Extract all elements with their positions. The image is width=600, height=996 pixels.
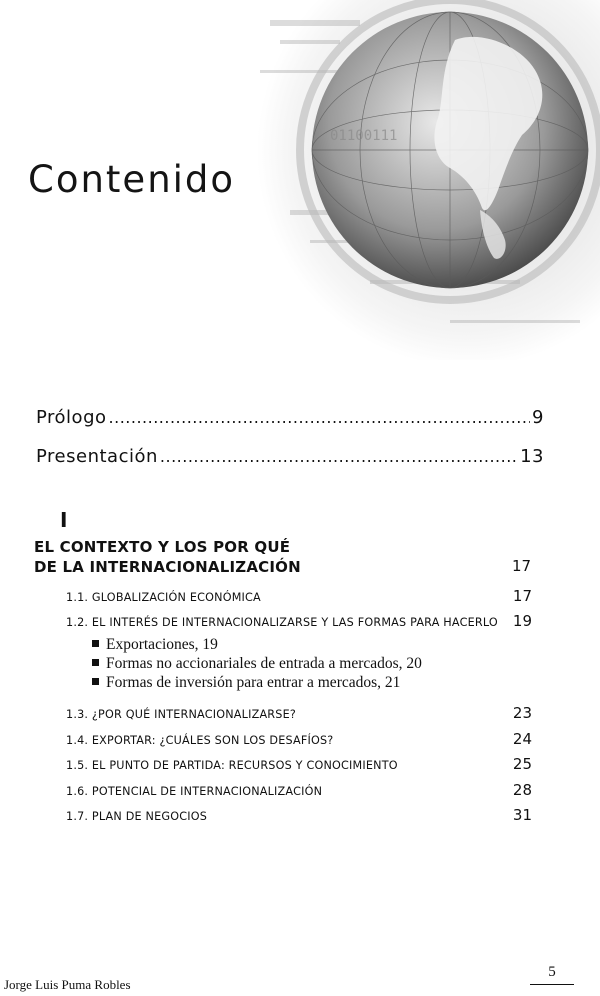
footer-author: Jorge Luis Puma Robles (4, 977, 131, 992)
toc-entry-presentacion[interactable] (36, 446, 544, 467)
toc-section-1-4[interactable] (66, 730, 532, 748)
dot-leader (109, 408, 531, 427)
square-bullet-icon (92, 678, 99, 685)
part-title[interactable] (34, 537, 454, 577)
section-label: 1.4. EXPORTAR: ¿CUÁLES SON LOS DESAFÍOS? (66, 734, 334, 747)
section-label: 1.7. PLAN DE NEGOCIOS (66, 810, 208, 823)
part-title-line-2: DE LA INTERNACIONALIZACIÓN (34, 558, 301, 576)
dot-leader (160, 447, 518, 466)
subsection-list (92, 635, 422, 692)
section-label: 1.6. POTENCIAL DE INTERNACIONALIZACIÓN (66, 785, 323, 798)
square-bullet-icon (92, 640, 99, 647)
toc-section-1-3[interactable] (66, 704, 532, 722)
section-page: 25 (512, 755, 532, 773)
section-page: 23 (512, 704, 532, 722)
section-page: 31 (512, 806, 532, 824)
toc-section-1-7[interactable] (66, 806, 532, 824)
svg-text:01100111: 01100111 (330, 128, 398, 144)
toc-section-1-5[interactable] (66, 755, 532, 773)
toc-section-1-6[interactable] (66, 781, 532, 799)
section-page: 17 (512, 587, 532, 605)
subsection-item[interactable] (92, 635, 422, 654)
toc-entry-prologo[interactable] (36, 407, 544, 428)
subsection-label: Formas no accionariales de entrada a mercados, 20 (106, 655, 422, 672)
section-label: 1.5. EL PUNTO DE PARTIDA: RECURSOS Y CONOCIMIENTO (66, 759, 398, 772)
toc-entry-page: 13 (520, 446, 544, 467)
section-page: 24 (512, 730, 532, 748)
section-page: 19 (512, 612, 532, 630)
section-label: 1.2. EL INTERÉS DE INTERNACIONALIZARSE Y LAS FORMAS PARA HACERLO (66, 616, 498, 629)
subsection-item[interactable] (92, 654, 422, 673)
toc-section-1-1[interactable] (66, 587, 532, 605)
part-title-line-1: EL CONTEXTO Y LOS POR QUÉ (34, 538, 291, 556)
section-page: 28 (512, 781, 532, 799)
subsection-item[interactable] (92, 673, 422, 692)
part-page: 17 (512, 557, 532, 575)
footer-page-number: 5 (530, 964, 574, 985)
toc-section-1-2[interactable] (66, 612, 532, 630)
subsection-label: Exportaciones, 19 (106, 636, 218, 653)
page-title: Contenido (28, 158, 236, 201)
subsection-label: Formas de inversión para entrar a mercados, 21 (106, 674, 401, 691)
part-number: I (60, 508, 68, 532)
toc-entry-label: Presentación (36, 446, 158, 467)
globe-illustration (250, 0, 600, 360)
square-bullet-icon (92, 659, 99, 666)
section-label: 1.3. ¿POR QUÉ INTERNACIONALIZARSE? (66, 708, 296, 721)
toc-entry-label: Prólogo (36, 407, 107, 428)
section-label: 1.1. GLOBALIZACIÓN ECONÓMICA (66, 591, 261, 604)
toc-entry-page: 9 (532, 407, 544, 428)
